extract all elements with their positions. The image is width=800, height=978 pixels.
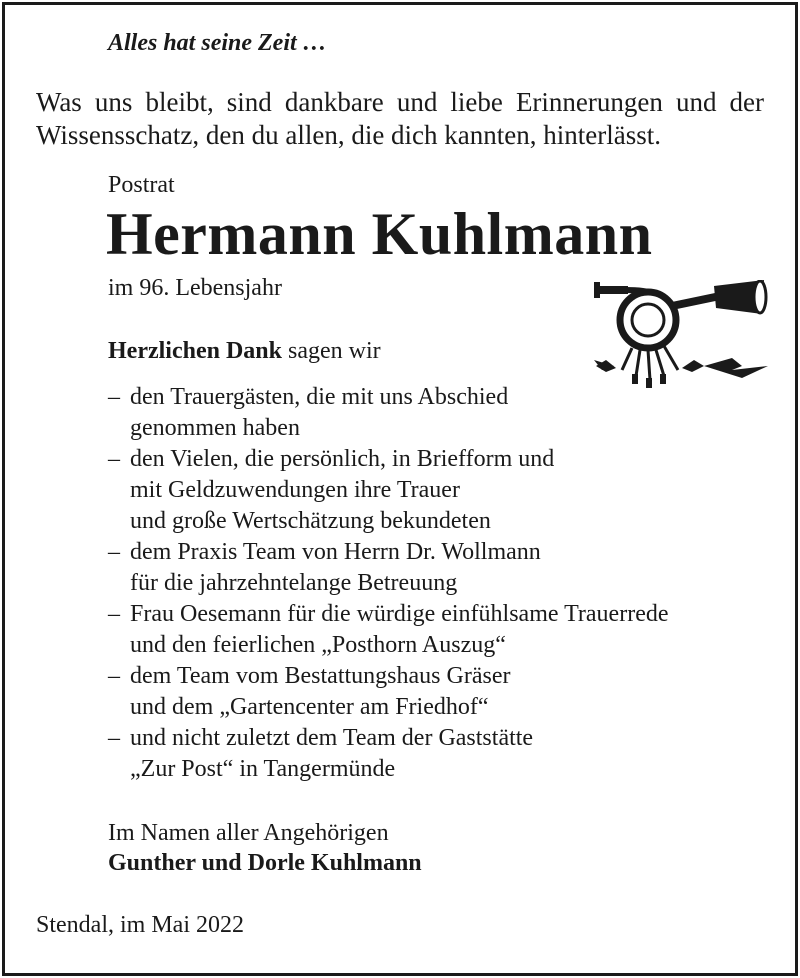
list-item-line: und dem „Gartencenter am Friedhof“ bbox=[130, 694, 489, 720]
intro-line-2: Wissensschatz, den du allen, die dich kannten, hinterlässt. bbox=[36, 120, 661, 150]
list-item-line: mit Geldzuwendungen ihre Trauer bbox=[130, 477, 460, 503]
list-item-line: den Trauergästen, die mit uns Abschied bbox=[130, 384, 509, 410]
thanks-list bbox=[108, 382, 669, 785]
place-date: Stendal, im Mai 2022 bbox=[36, 912, 244, 938]
signers: Gunther und Dorle Kuhlmann bbox=[108, 850, 422, 876]
intro-line-1: Was uns bleibt, sind dankbare und liebe Erinnerungen und der bbox=[36, 87, 764, 117]
list-dash: – bbox=[108, 384, 120, 410]
list-item bbox=[108, 382, 669, 444]
thanks-bold: Herzlichen Dank bbox=[108, 338, 282, 364]
list-item-line: dem Praxis Team von Herrn Dr. Wollmann bbox=[130, 539, 541, 565]
list-dash: – bbox=[108, 446, 120, 472]
list-item bbox=[108, 661, 669, 723]
behalf-line: Im Namen aller Angehörigen bbox=[108, 820, 389, 846]
deceased-age: im 96. Lebensjahr bbox=[108, 275, 282, 301]
list-item-line: und große Wertschätzung bekundeten bbox=[130, 508, 491, 534]
thanks-rest: sagen wir bbox=[282, 338, 381, 364]
list-dash: – bbox=[108, 725, 120, 751]
list-item-line: Frau Oesemann für die würdige einfühlsame Trauerrede bbox=[130, 601, 669, 627]
deceased-name: Hermann Kuhlmann bbox=[106, 201, 653, 267]
list-dash: – bbox=[108, 663, 120, 689]
posthorn-icon bbox=[592, 280, 768, 388]
list-item bbox=[108, 537, 669, 599]
motto: Alles hat seine Zeit … bbox=[108, 30, 327, 56]
list-item bbox=[108, 599, 669, 661]
deceased-title: Postrat bbox=[108, 172, 175, 198]
list-item bbox=[108, 444, 669, 537]
list-item-line: für die jahrzehntelange Betreuung bbox=[130, 570, 458, 596]
list-item-line: und nicht zuletzt dem Team der Gaststätte bbox=[130, 725, 534, 751]
list-item-line: den Vielen, die persönlich, in Briefform und bbox=[130, 446, 555, 472]
intro-text bbox=[36, 86, 764, 152]
list-dash: – bbox=[108, 539, 120, 565]
list-dash: – bbox=[108, 601, 120, 627]
list-item-line: und den feierlichen „Posthorn Auszug“ bbox=[130, 632, 506, 658]
thanks-line bbox=[108, 338, 381, 365]
list-item bbox=[108, 723, 669, 785]
list-item-line: dem Team vom Bestattungshaus Gräser bbox=[130, 663, 511, 689]
list-item-line: „Zur Post“ in Tangermünde bbox=[130, 756, 396, 782]
list-item-line: genommen haben bbox=[130, 415, 300, 441]
